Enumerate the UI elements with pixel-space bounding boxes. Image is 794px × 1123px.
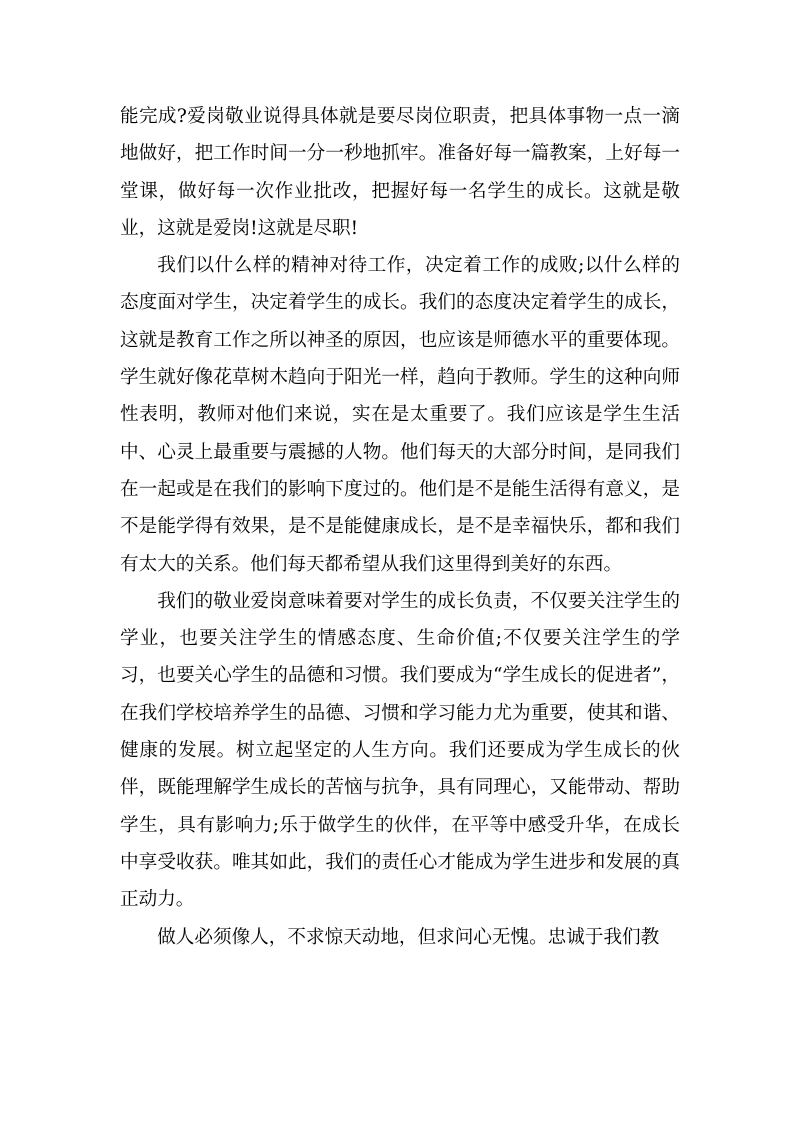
paragraph-4: 做人必须像人，不求惊天动地，但求问心无愧。忠诚于我们教: [157, 926, 660, 948]
paragraph-1: 能完成?爱岗敬业说得具体就是要尽岗位职责，把具体事物一点一滴地做好，把工作时间一分一秒地抓牢。准备好每一篇教案，上好每一堂课，做好每一次作业批改，把握好每一名学生的成长。这就是敬业，这就是爱岗!这就是尽职!: [120, 106, 680, 239]
document-body: [120, 98, 680, 956]
paragraph-3: 我们的敬业爱岗意味着要对学生的成长负责，不仅要关注学生的学业，也要关注学生的情感态度、生命价值;不仅要关注学生的学习，也要关心学生的品德和习惯。我们要成为“学生成长的促进者”，在我们学校培养学生的品德、习惯和学习能力尤为重要，使其和谐、健康的发展。树立起坚定的人生方向。我们还要成为学生成长的伙伴，既能理解学生成长的苦恼与抗争，具有同理心，又能带动、帮助学生，具有影响力;乐于做学生的伙伴，在平等中感受升华，在成长中享受收获。唯其如此，我们的责任心才能成为学生进步和发展的真正动力。: [120, 590, 680, 911]
paragraph-2: 我们以什么样的精神对待工作，决定着工作的成败;以什么样的态度面对学生，决定着学生的成长。我们的态度决定着学生的成长，这就是教育工作之所以神圣的原因，也应该是师德水平的重要体现。学生就好像花草树木趋向于阳光一样，趋向于教师。学生的这种向师性表明，教师对他们来说，实在是太重要了。我们应该是学生生活中、心灵上最重要与震撼的人物。他们每天的大部分时间，是同我们在一起或是在我们的影响下度过的。他们是不是能生活得有意义，是不是能学得有效果，是不是能健康成长，是不是幸福快乐，都和我们有太大的关系。他们每天都希望从我们这里得到美好的东西。: [120, 255, 680, 575]
